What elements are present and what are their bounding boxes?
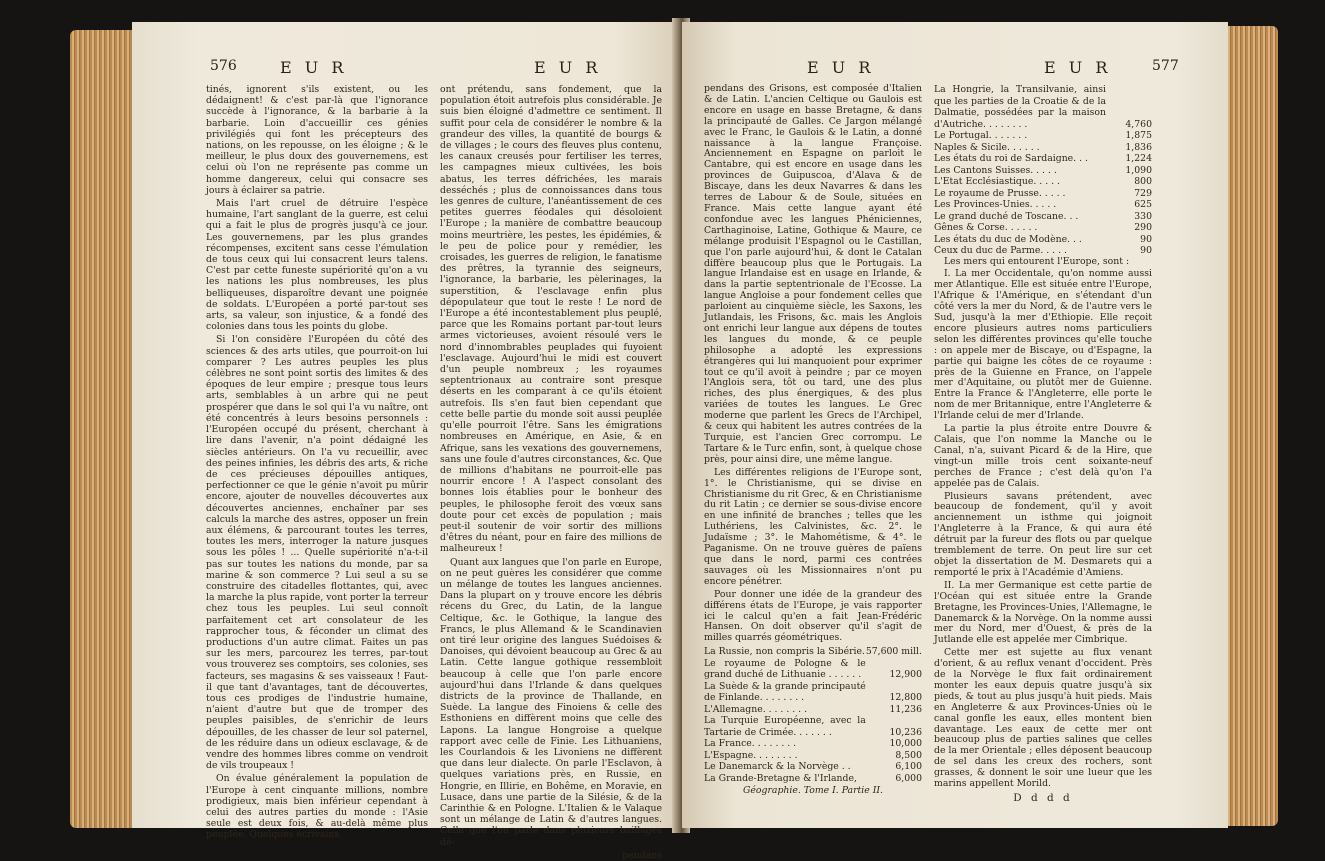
paragraph: ont prétendu, sans fondement, que la population étoit autrefois plus considérable. Je suis bien éloigné d'admettre ce sentiment. Il suffit pour cela de considérer le nombre & la grandeur des villes, la quantité de bourgs & de villages ; le cours des fleuves plus contenu, les canaux creusés pour fertiliser les terres, les campagnes mieux cultivées, les bois abatus, les terres défrichées, les marais desséchés ; plus de connoissances dans tous les genres de culture, l'anéantissement de ces petites guerres féodales qui désoloient l'Europe ; la manière de combattre beaucoup moins meurtrière, les pestes, les épidémies, & le peu de police pour y remédier, les croisades, les guerres de religion, le fanatisme des prêtres, la tyrannie des seigneurs, l'ignorance, la barbarie, les pèlerinages, la superstition, & l'esclavage enfin plus dépopulateur que tout le reste ! Le nord de l'Europe a été incontestablement plus peuplé, parce que les Romains portant par-tout leurs armes victorieuses, avoient résoulé vers le nord d'innombrables peuplades qui fuyoient l'esclavage. Aujourd'hui le midi est couvert d'un peuple nombreux ; les royaumes septentrionaux au contraire sont presque déserts en les comparant à ce qu'ils étoient autrefois. Ils s'en faut bien cependant que cette belle partie du monde soit aussi peuplée qu'elle pourroit l'être. Sans les émigrations nombreuses en Amérique, en Asie, & en Afrique, sans les vexations des gouvernemens, sans une foule d'autres circonstances, &c. Que de millions d'habitans ne pourroit-elle pas nourrir encore ! A l'aspect consolant des bonnes lois établies pour le bonheur des peuples, le philosophe feroit des vœux sans doute pour cet excès de population ; mais peut-il soutenir de voir sortir des millions d'êtres du néant, pour en faire des millions de malheureux ! [440, 84, 662, 555]
page-number-right: 577 [1152, 58, 1179, 74]
table-row: Le royaume de Pologne & le grand duché de Lithuanie . . . . . . 12,900 [704, 657, 922, 681]
paragraph: Les mers qui entourent l'Europe, sont : [944, 255, 1130, 267]
left-page-column-2 [440, 84, 662, 861]
table-row: Les états du duc de Modène. . . 90 [934, 233, 1152, 245]
paragraph: Plusieurs savans prétendent, avec beaucoup de fondement, qu'il y avoit anciennement un isthme qui joignoit l'Angleterre à la France, & qui aura été détruit par la fureur des flots ou par quelque tremblement de terre. On peut lire sur cet objet la dissertation de M. Desmarets qui a remporté le prix à l'Académie d'Amiens. [934, 490, 1152, 578]
paragraph: II. La mer Germanique est cette partie de l'Océan qui est située entre la Grande Bretagne, les Provinces-Unies, l'Allemagne, le Danemarck & la Norvège. On la nomme aussi mer du Nord, mer d'Ouest, & près de la Jutlande elle est appelée mer Cimbrique. [934, 579, 1152, 646]
running-head-right-col2: E U R [1044, 58, 1112, 77]
table-row: Les états du roi de Sardaigne. . . 1,224 [934, 153, 1152, 164]
right-page [682, 22, 1228, 828]
table-row: Gênes & Corse. . . . . . 290 [934, 222, 1152, 233]
right-page-column-2 [934, 84, 1152, 804]
running-head-left-col1: E U R [280, 58, 348, 77]
paragraph: I. La mer Occidentale, qu'on nomme aussi mer Atlantique. Elle est située entre l'Europe, l'Afrique & l'Amérique, en s'étendant d'un côté vers la mer du Nord, & de l'autre vers le Sud, jusqu'à la mer d'Ethiopie. Elle reçoit encore plusieurs autres noms particuliers selon les différentes provinces qu'elle touche : on appele mer de Biscaye, ou d'Espagne, la partie qui baigne les côtes de ce royaume : près de la Guienne en France, on l'appele mer d'Aquitaine, ou plutôt mer de Guienne. Entre la France & l'Angleterre, elle porte le nom de mer Britannique, entre l'Angleterre & l'Irlande celui de mer d'Irlande. [934, 268, 1152, 422]
table-row: La Russie, non compris la Sibérie. 57,600 mill. [704, 646, 922, 658]
paragraph: Les différentes religions de l'Europe sont, 1°. le Christianisme, qui se divise en Christianisme du rit Grec, & en Christianisme du rit Latin ; ce dernier se sous-divise encore en une infinité de branches ; telles que les Luthériens, les Calvinistes, &c. 2°. le Judaïsme ; 3°. le Mahométisme, & 4°. le Paganisme. On ne trouve guères de païens que dans le nord, parmi ces contrées sauvages où les Missionnaires n'ont pu encore pénétrer. [704, 466, 922, 587]
paragraph: Mais l'art cruel de détruire l'espèce humaine, l'art sanglant de la guerre, est celui qui a fait le plus de progrès jusqu'à ce jour. Les gouvernemens, par les plus grandes récompenses, excitent sans cesse l'émulation de tous ceux qui lui consacrent leurs talens. C'est par cette funeste supériorité qu'on a vu les nations les plus nombreuses, les plus belliqueuses, disparoître devant une poignée de soldats. L'Européen a porté par-tout ses arts, sa valeur, son injustice, & a fondé des colonies dans tous les points du globe. [206, 198, 428, 333]
signature-mark: D d d d [1013, 792, 1073, 804]
table-row: Les Provinces-Unies. . . . . 625 [934, 199, 1152, 210]
table-row: Le Portugal. . . . . . . 1,875 [934, 130, 1152, 141]
paragraph: Cette mer est sujette au flux venant d'orient, & au reflux venant d'occident. Près de la Norvège le flux fait ordinairement monter les eaux depuis quatre jusqu'à six pieds, & tout au plus jusqu'à huit pieds. Mais en Angleterre & aux Provinces-Unies où le canal gonfle les eaux, elles montent bien davantage. Les eaux de cette mer ont beaucoup plus de parties salines que celles de la mer Orientale ; elles déposent beaucoup de sel dans les creux des rochers, sont grasses, & donnent le soir une lueur que les marins appellent Morild. [934, 647, 1152, 790]
table-row: Le royaume de Prusse. . . . . 729 [934, 187, 1152, 199]
table-row: Le Danemarck & la Norvège . . 6,100 [704, 761, 922, 773]
table-row: L'Espagne. . . . . . . . 8,500 [704, 749, 922, 761]
left-page-column-1 [206, 84, 428, 843]
paragraph: tinés, ignorent s'ils existent, ou les dédaignent! & c'est par-là que l'ignorance succède à l'ignorance, & la barbarie à la barbarie. Loin d'accueillir ces génies privilégiés qui font les précepteurs des nations, on les repousse, on les éloigne ; & le meilleur, le plus doux des gouvernemens, est celui où l'on ne représente pas comme un homme dangereux, celui qui consacre ses jours à éclairer sa patrie. [206, 84, 428, 196]
paragraph: On évalue généralement la population de l'Europe à cent cinquante millions, nombre prodigieux, mais bien inférieur cependant à celui des autres parties du monde : l'Asie seule est deux fois, & au-delà même plus peuplée. Quelques écrivains [206, 773, 428, 841]
catchword: pendans [622, 849, 662, 861]
paragraph: La partie la plus étroite entre Douvre & Calais, que l'on nomme la Manche ou le Canal, n'a, suivant Picard & de la Hire, que vingt-un mille trois cent soixante-neuf perches de France ; c'est delà qu'on l'a appelée pas de Calais. [934, 423, 1152, 489]
left-page [132, 22, 680, 861]
table-row: Naples & Sicile. . . . . . 1,836 [934, 141, 1152, 153]
table-row: La France. . . . . . . . 10,000 [704, 738, 922, 750]
table-row: La Hongrie, la Transilvanie, ainsi que les parties de la Croatie & de la Dalmatie, possédées par la maison d'Autriche. . . . . . . . 4,760 [934, 84, 1152, 130]
paragraph: Pour donner une idée de la grandeur des différens états de l'Europe, je vais rapporter ici le calcul qu'en a fait Jean-Frédéric Hansen. On doit observer qu'il s'agit de milles quarrés géométriques. [704, 588, 922, 644]
running-head-right-col1: E U R [807, 58, 875, 77]
table-row: La Grande-Bretagne & l'Irlande, 6,000 [704, 772, 922, 784]
table-row: La Turquie Européenne, avec la Tartarie de Crimée. . . . . . . 10,236 [704, 715, 922, 738]
paragraph: Quant aux langues que l'on parle en Europe, on ne peut guères les considérer que comme un mélange de toutes les langues anciennes. Dans la plupart on y trouve encore les débris récens du Grec, du Latin, de la langue Celtique, &c. le Gothique, la langue des Francs, le plus Allemand & le Scandinavien ont tiré leur origine des langues Suédoises & Danoises, qui dévoient beaucoup au Grec & au Latin. Cette langue gothique ressembloit beaucoup à celle que l'on parle encore aujourd'hui dans l'Irlande & dans quelques districts de la province de Thallande, en Suède. La langue des Finoiens & celle des Esthoniens en diffèrent moins que celle des Lapons. La langue Hongroise a quelque rapport avec celle de Finie. Les Lithuaniens, les Courlandois & les Livoniens ne diffèrent que dans leur dialecte. On parle l'Esclavon, à quelques variations près, en Russie, en Hongrie, en Illirie, en Bohême, en Moravie, en Lusace, dans une partie de la Silésie, & de la Carinthie & en Pologne. L'Italien & le Valaque sont un mélange de Latin & d'autres langues. Celle que l'on parle dans plusieurs baillages dé- [440, 556, 662, 848]
page-number-left: 576 [210, 58, 237, 74]
paragraph: pendans des Grisons, est composée d'Italien & de Latin. L'ancien Celtique ou Gaulois est encore en usage en basse Bretagne, & dans la principauté de Galles. Ce Jargon mélangé avec le Franc, le Gaulois & le Latin, a donné naissance à la langue Françoise. Anciennement en Espagne on parloit le Cantabre, qui est encore en usage dans les provinces de Guipuscoa, d'Alava & de Biscaye, dans les deux Navarres & dans les terres de Labour & de Soule, situées en France. Mais cette langue ayant été confondue avec les langues Phéniciennes, Carthaginoise, Latine, Gothique & Maure, ce mélange produisit l'Espagnol ou le Castillan, que l'on parle aujourd'hui, & dont le Catalan diffère beaucoup plus que le Portugais. La langue Irlandaise est en usage en Irlande, & dans la partie septentrionale de l'Ecosse. La langue Angloise a pour fondement celles que parloient au cinquième siècle, les Saxons, les Jutlandais, les Frisons, &c. mais les Anglois ont enrichi leur langue aux dépens de toutes les langues du monde, & ce peuple philosophe a adopté les expressions étrangères qui lui manquoient pour exprimer tout ce qu'il avoit à peindre ; par ce moyen l'Anglois sera, tôt ou tard, une des plus riches, des plus énergiques, & des plus variées de toutes les langues. Le Grec moderne que parlent les Grecs de l'Archipel, & ceux qui habitent les autres contrées de la Turquie, est l'ancien Grec corrompu. Le Tartare & le Turc enfin, sont, à quelque chose près, pour ainsi dire, une même langue. [704, 83, 922, 465]
left-page-edges [70, 30, 138, 828]
table-row: Le grand duché de Toscane. . . 330 [934, 210, 1152, 222]
right-page-column-1 [704, 84, 922, 797]
area-table-1 [704, 646, 922, 784]
open-book [70, 18, 1278, 861]
right-page-edges [1226, 26, 1278, 826]
running-head-left-col2: E U R [534, 58, 602, 77]
table-row: L'Allemagne. . . . . . . . 11,236 [704, 703, 922, 715]
table-row: L'Etat Ecclésiastique. . . . . 800 [934, 176, 1152, 187]
area-table-2 [934, 84, 1152, 257]
paragraph: Si l'on considère l'Européen du côté des sciences & des arts utiles, que pourroit-on lui comparer ? Les autres peuples les plus célèbres ne sont point sortis des limites & des époques de leur empire ; presque tous leurs arts, semblables à un arbre qui ne peut prospérer que dans le sol qui l'a vu naître, ont été concentrés à leurs besoins personnels : l'Européen occupé du présent, cherchant à lire dans l'avenir, n'a point dédaigné les siècles antérieurs. On l'a vu recueillir, avec des peines infinies, les débris des arts, & riche de ces précieuses dépouilles antiques, perfectionner ce que le génie n'avoit pu mûrir encore, ajouter de nouvelles découvertes aux découvertes anciennes, enchaîner par ses calculs la marche des astres, opposer un frein aux élémens, & parcourant toutes les terres, toutes les mers, interroger la nature jusques sous les pôles ! ... Quelle supériorité n'a-t-il pas sur toutes les nations du monde, par sa marine & son commerce ? Lui seul a su se construire des citadelles flottantes, qui, avec la marche la plus rapide, vont porter la terreur chez tous les peuples. Lui seul connoît parfaitement cet art consolateur de les rapprocher tous, & féconder un climat des productions d'un autre climat. Faites un pas sur les mers, parcourez les terres, par-tout vous trouverez ses comptoirs, ses colonies, ses facteurs, ses magasins & ses vaisseaux ! Faut-il que tant d'avantages, tant de découvertes, tous ces prodiges de l'industrie humaine, n'aient d'autre but que de tromper des peuples paisibles, de s'enrichir de leurs dépouilles, de les chasser de leur sol paternel, de les réduire dans un odieux esclavage, & de vendre des hommes libres comme on vendroit de vils troupeaux ! [206, 334, 428, 772]
page-footer: Géographie. Tome I. Partie II. [742, 785, 883, 797]
table-row: La Suède & la grande principauté de Finlande. . . . . . . . 12,800 [704, 680, 922, 704]
table-row: Les Cantons Suisses. . . . . 1,090 [934, 164, 1152, 176]
table-row: Ceux du duc de Parme. . . . . 90 [934, 245, 1152, 256]
